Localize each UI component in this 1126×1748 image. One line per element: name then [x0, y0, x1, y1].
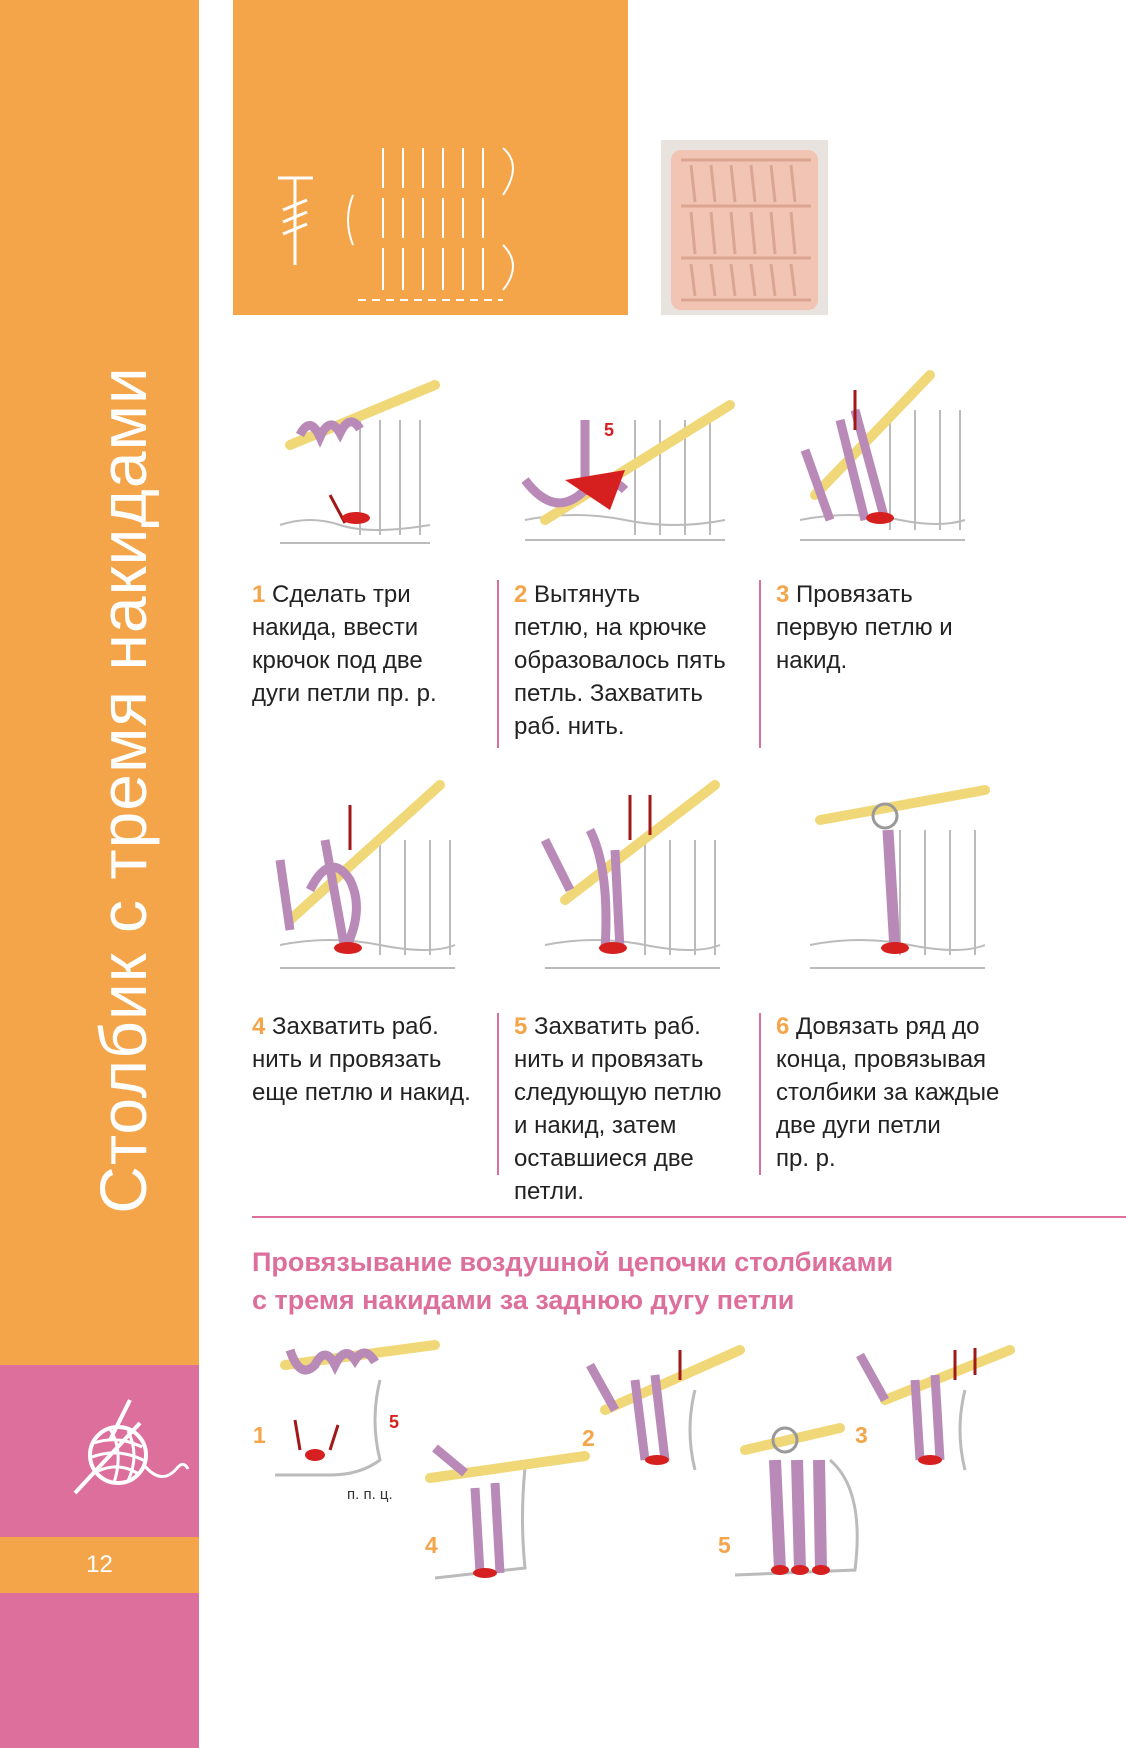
yarn-ball-icon — [70, 1395, 190, 1505]
chain-figure-1 — [270, 1340, 440, 1490]
step-3-text — [776, 578, 1016, 677]
step-2-text — [514, 578, 754, 743]
step-number: 5 — [514, 1013, 528, 1040]
step-line: Довязать ряд до — [796, 1013, 980, 1040]
step-5-illustration — [535, 780, 725, 980]
step-2-marker: 5 — [604, 420, 615, 440]
subsection-heading — [252, 1243, 992, 1319]
step-number: 6 — [776, 1013, 790, 1040]
step-1-text — [252, 578, 482, 710]
figure-number: 1 — [253, 1422, 266, 1448]
stitch-chart-grid — [348, 148, 513, 300]
step-2-illustration — [515, 400, 735, 550]
step-5-text — [514, 1010, 754, 1208]
figure-number: 5 — [718, 1532, 731, 1558]
section-title: Столбик с тремя накидами — [86, 366, 160, 1214]
chain-figure-2 — [585, 1340, 745, 1480]
step-line: Вытянуть — [534, 581, 641, 608]
step-line: оставшиеся две — [514, 1145, 694, 1172]
step-line: и накид, затем — [514, 1112, 677, 1139]
figure-number: 4 — [425, 1532, 438, 1558]
step-4-text — [252, 1010, 492, 1109]
step-number: 1 — [252, 581, 266, 608]
stitch-symbol-chart — [233, 0, 628, 315]
step-line: нить и провязать — [514, 1046, 704, 1073]
step-4-illustration — [270, 780, 460, 980]
step-line: столбики за каждые — [776, 1079, 1000, 1106]
column-divider — [759, 580, 761, 748]
chain-figure-4 — [425, 1428, 590, 1588]
step-3-illustration — [790, 370, 970, 550]
step-line: еще петлю и накид. — [252, 1079, 471, 1106]
step-6-text — [776, 1010, 1026, 1175]
step-line: следующую петлю — [514, 1079, 722, 1106]
step-line: накид. — [776, 647, 848, 674]
figure-1-label: п. п. ц. — [347, 1486, 393, 1503]
knitted-swatch-image — [661, 140, 828, 315]
step-number: 4 — [252, 1013, 266, 1040]
step-1-illustration — [270, 375, 440, 555]
step-6-illustration — [800, 780, 990, 980]
figure-number: 2 — [582, 1425, 595, 1451]
step-line: крючок под две — [252, 647, 423, 674]
section-divider — [252, 1216, 1126, 1218]
column-divider — [497, 580, 499, 748]
step-line: Захватить раб. — [272, 1013, 439, 1040]
triple-crochet-symbol — [278, 178, 313, 265]
column-divider — [759, 1013, 761, 1175]
step-line: дуги петли пр. р. — [252, 680, 437, 707]
step-line: нить и провязать — [252, 1046, 442, 1073]
step-line: Сделать три — [272, 581, 411, 608]
step-line: конца, провязывая — [776, 1046, 987, 1073]
step-line: Провязать — [796, 581, 913, 608]
subheading-line: Провязывание воздушной цепочки столбиками — [252, 1247, 894, 1277]
chain-figure-3 — [855, 1340, 1015, 1480]
step-line: петли. — [514, 1178, 585, 1205]
step-number: 3 — [776, 581, 790, 608]
step-line: первую петлю и — [776, 614, 953, 641]
subheading-line: с тремя накидами за заднюю дугу петли — [252, 1285, 795, 1315]
step-line: две дуги петли — [776, 1112, 941, 1139]
step-line: пр. р. — [776, 1145, 836, 1172]
step-number: 2 — [514, 581, 528, 608]
column-divider — [497, 1013, 499, 1175]
figure-1-marker: 5 — [389, 1412, 400, 1432]
step-line: петль. Захватить — [514, 680, 703, 707]
step-line: Захватить раб. — [534, 1013, 701, 1040]
step-line: петлю, на крючке — [514, 614, 707, 641]
step-line: образовалось пять — [514, 647, 726, 674]
step-line: накида, ввести — [252, 614, 419, 641]
page-number: 12 — [86, 1551, 113, 1578]
figure-number: 3 — [855, 1422, 868, 1448]
step-line: раб. нить. — [514, 713, 625, 740]
chain-figure-5 — [725, 1420, 870, 1585]
